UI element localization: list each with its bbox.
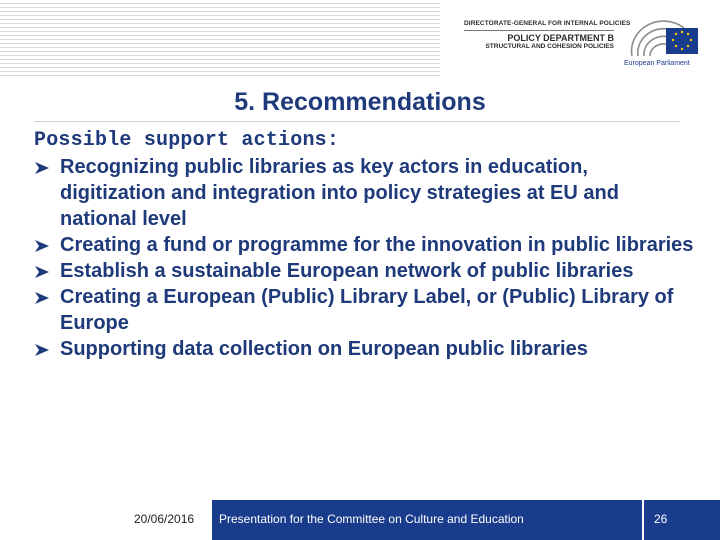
bullet-item [34, 232, 694, 258]
bullet-item [34, 258, 694, 284]
arrow-bullet-icon [34, 342, 52, 358]
arrow-bullet-icon [34, 264, 52, 280]
bullet-text: Creating a fund or programme for the innovation in public libraries [60, 234, 694, 256]
footer-date: 20/06/2016 [134, 512, 195, 526]
bullet-item [34, 336, 694, 362]
policy-department-logo [464, 20, 631, 50]
bullet-list [34, 154, 694, 362]
bullet-text: Supporting data collection on European public libraries [60, 338, 588, 360]
logo-divider [464, 30, 614, 31]
header-stripes [0, 0, 440, 76]
content-subheading: Possible support actions: [34, 129, 340, 152]
bullet-text: Establish a sustainable European network of public libraries [60, 260, 634, 282]
institution-name: European Parliament [624, 60, 690, 67]
slide-title [0, 88, 720, 117]
dg-line: DIRECTORATE-GENERAL FOR INTERNAL POLICIES [464, 20, 631, 27]
footer-text: Presentation for the Committee on Culture and Education [219, 512, 524, 526]
bullet-item [34, 154, 694, 232]
department-name: POLICY DEPARTMENT B [507, 33, 614, 43]
arrow-bullet-icon [34, 160, 52, 176]
slide-content [34, 128, 694, 362]
slide-title-text: 5. Recommendations [234, 88, 486, 116]
department-subtitle: STRUCTURAL AND COHESION POLICIES [485, 43, 614, 50]
title-divider [34, 121, 680, 122]
arrow-bullet-icon [34, 290, 52, 306]
bullet-item [34, 284, 694, 336]
bullet-text: Recognizing public libraries as key actors in education, digitization and integration into policy strategies at EU and national level [60, 156, 619, 230]
bullet-text: Creating a European (Public) Library Label, or (Public) Library of Europe [60, 286, 674, 334]
page-number: 26 [654, 512, 668, 526]
arrow-bullet-icon [34, 238, 52, 254]
